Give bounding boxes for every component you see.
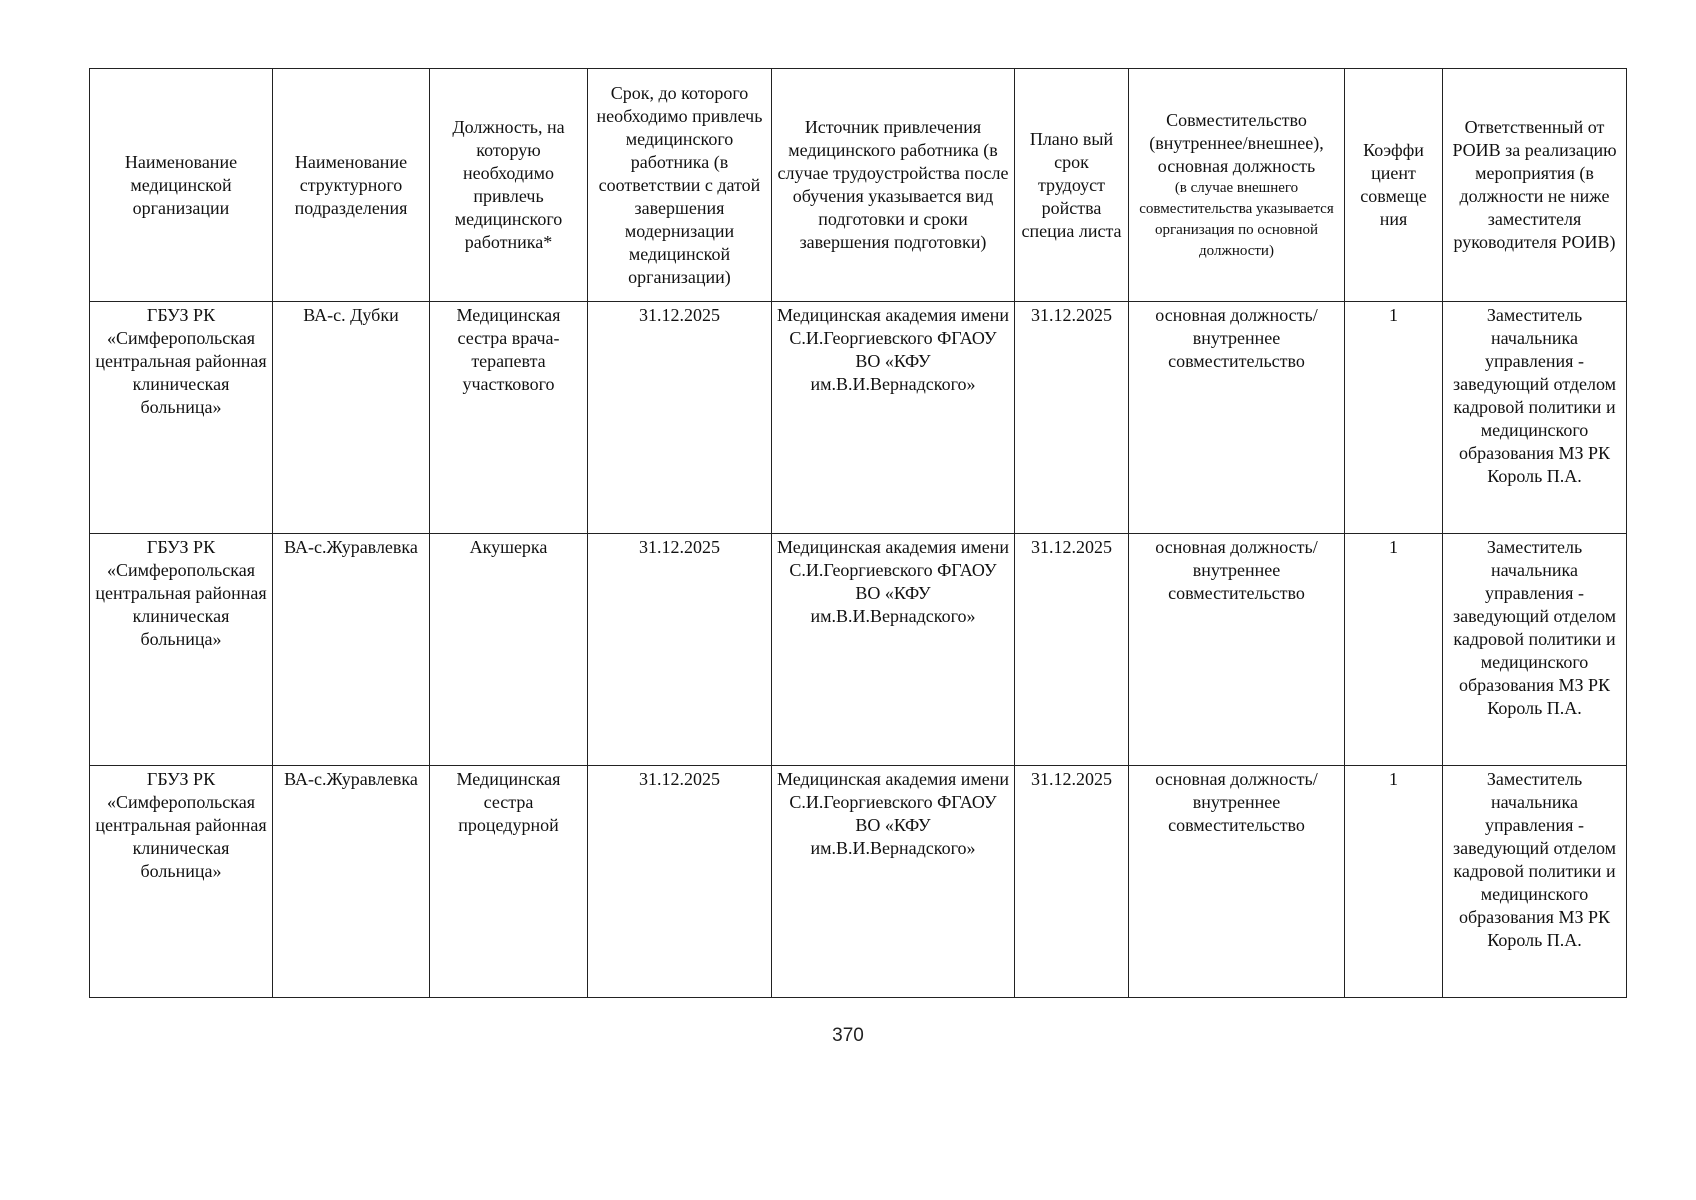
header-deadline: Срок, до которого необходимо привлечь медицинского работника (в соответствии с датой завершения модернизации медицинской организации) xyxy=(588,69,772,302)
cell-organization: ГБУЗ РК «Симферопольская центральная районная клиническая больница» xyxy=(90,766,273,998)
cell-deadline: 31.12.2025 xyxy=(588,534,772,766)
cell-combination: основная должность/ внутреннее совместительство xyxy=(1129,302,1345,534)
cell-organization: ГБУЗ РК «Симферопольская центральная районная клиническая больница» xyxy=(90,302,273,534)
cell-source: Медицинская академия имени С.И.Георгиевского ФГАОУ ВО «КФУ им.В.И.Вернадского» xyxy=(772,534,1015,766)
cell-planned-date: 31.12.2025 xyxy=(1015,534,1129,766)
header-department: Наименование структурного подразделения xyxy=(273,69,430,302)
table-row xyxy=(90,302,1627,534)
cell-combination: основная должность/ внутреннее совместительство xyxy=(1129,534,1345,766)
header-combination xyxy=(1129,69,1345,302)
header-row xyxy=(90,69,1627,302)
cell-source: Медицинская академия имени С.И.Георгиевского ФГАОУ ВО «КФУ им.В.И.Вернадского» xyxy=(772,302,1015,534)
cell-position: Акушерка xyxy=(430,534,588,766)
cell-deadline: 31.12.2025 xyxy=(588,766,772,998)
cell-position: Медицинская сестра врача-терапевта участкового xyxy=(430,302,588,534)
header-position: Должность, на которую необходимо привлечь медицинского работника* xyxy=(430,69,588,302)
cell-organization: ГБУЗ РК «Симферопольская центральная районная клиническая больница» xyxy=(90,534,273,766)
cell-source: Медицинская академия имени С.И.Георгиевского ФГАОУ ВО «КФУ им.В.И.Вернадского» xyxy=(772,766,1015,998)
header-organization: Наименование медицинской организации xyxy=(90,69,273,302)
header-combination-note: (в случае внешнего совместительства указывается организация по основной должности) xyxy=(1139,179,1334,259)
cell-department: ВА-с.Журавлевка xyxy=(273,766,430,998)
header-coefficient: Коэффи циент совмеще ния xyxy=(1345,69,1443,302)
cell-responsible: Заместитель начальника управления - заведующий отделом кадровой политики и медицинского образования МЗ РК Король П.А. xyxy=(1443,534,1627,766)
staffing-table xyxy=(89,68,1627,998)
cell-coefficient: 1 xyxy=(1345,302,1443,534)
cell-planned-date: 31.12.2025 xyxy=(1015,766,1129,998)
cell-responsible: Заместитель начальника управления - заведующий отделом кадровой политики и медицинского образования МЗ РК Король П.А. xyxy=(1443,302,1627,534)
table-body xyxy=(90,302,1627,998)
cell-deadline: 31.12.2025 xyxy=(588,302,772,534)
cell-combination: основная должность/ внутреннее совместительство xyxy=(1129,766,1345,998)
header-responsible: Ответственный от РОИВ за реализацию мероприятия (в должности не ниже заместителя руководителя РОИВ) xyxy=(1443,69,1627,302)
header-combination-main: Совместительство (внутреннее/внешнее), основная должность xyxy=(1149,109,1324,176)
table-header xyxy=(90,69,1627,302)
cell-department: ВА-с. Дубки xyxy=(273,302,430,534)
cell-coefficient: 1 xyxy=(1345,766,1443,998)
cell-planned-date: 31.12.2025 xyxy=(1015,302,1129,534)
header-source: Источник привлечения медицинского работника (в случае трудоустройства после обучения указывается вид подготовки и сроки завершения подготовки) xyxy=(772,69,1015,302)
cell-position: Медицинская сестра процедурной xyxy=(430,766,588,998)
table-row xyxy=(90,534,1627,766)
header-planned-date: Плано вый срок трудоуст ройства специа листа xyxy=(1015,69,1129,302)
page-number: 370 xyxy=(832,1025,864,1046)
cell-responsible: Заместитель начальника управления - заведующий отделом кадровой политики и медицинского образования МЗ РК Король П.А. xyxy=(1443,766,1627,998)
cell-coefficient: 1 xyxy=(1345,534,1443,766)
cell-department: ВА-с.Журавлевка xyxy=(273,534,430,766)
table-row xyxy=(90,766,1627,998)
